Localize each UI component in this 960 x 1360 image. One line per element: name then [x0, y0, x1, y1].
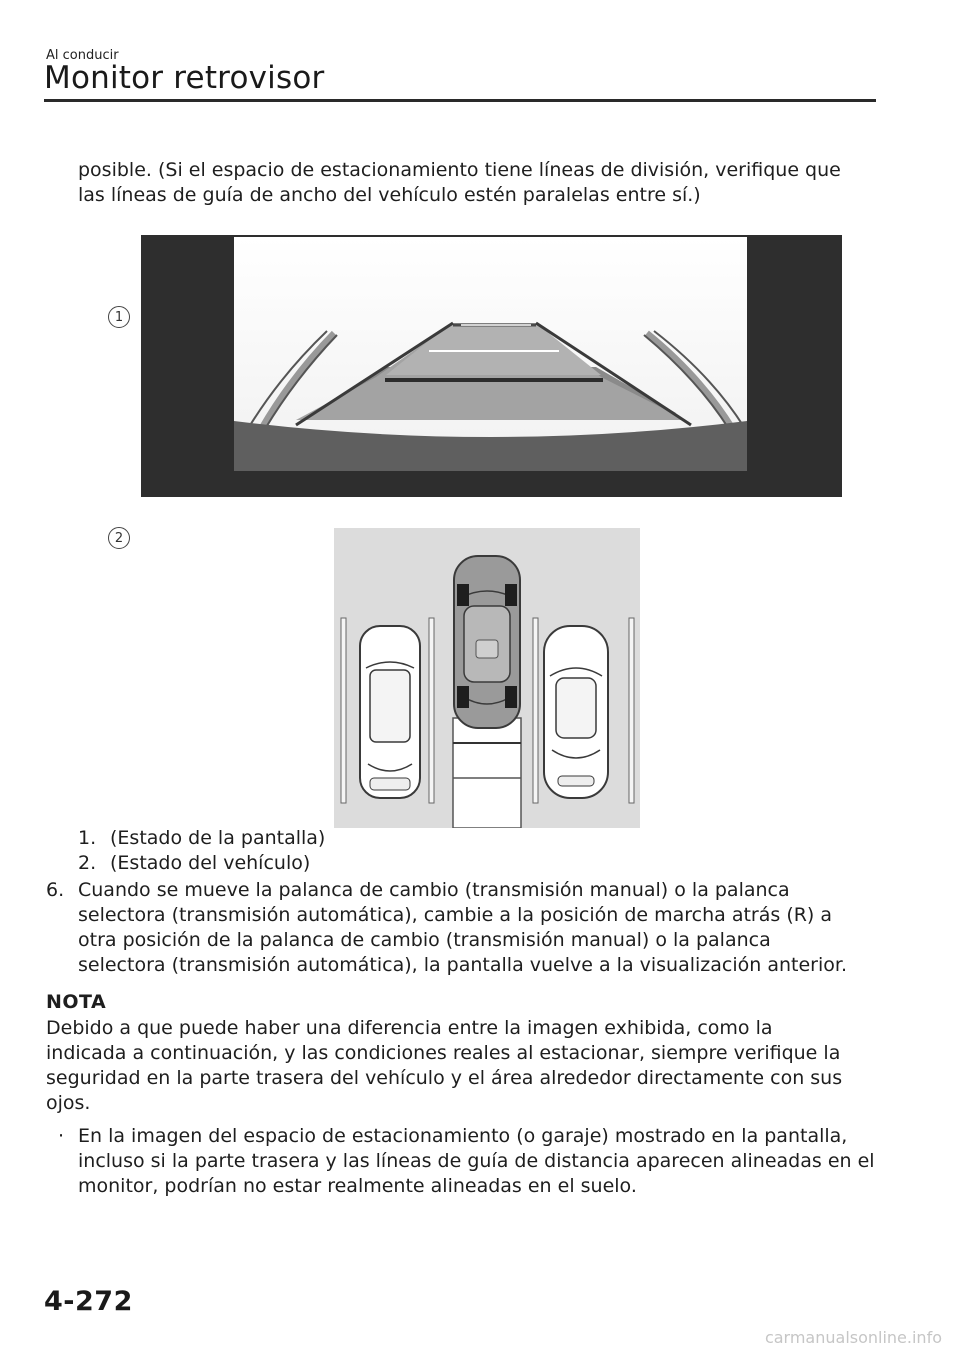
figure-marker-2: 2	[108, 527, 130, 549]
parked-car-left	[360, 626, 420, 798]
step-line: otra posición de la palanca de cambio (transmisión manual) o la palanca	[78, 929, 771, 951]
legend-item-2	[78, 851, 325, 876]
continuation-line-1: posible. (Si el espacio de estacionamiento tiene líneas de división, verifique que	[78, 159, 841, 181]
page-number: 4-272	[44, 1286, 133, 1317]
legend-text: (Estado de la pantalla)	[110, 827, 326, 849]
note-body	[46, 1016, 876, 1116]
note-bullet	[58, 1124, 878, 1199]
legend-num: 2.	[78, 852, 97, 874]
parking-line-4	[629, 618, 634, 803]
section-label: Al conducir	[46, 48, 119, 63]
step-line: Cuando se mueve la palanca de cambio (transmisión manual) o la palanca	[78, 879, 790, 901]
step-6	[46, 878, 876, 978]
parked-car-right	[544, 626, 608, 798]
parking-line-1	[341, 618, 346, 803]
legend-text: (Estado del vehículo)	[110, 852, 311, 874]
camera-screen-illustration	[141, 235, 842, 497]
wheel-rear-right	[505, 686, 517, 708]
wheel-rear-left	[457, 686, 469, 708]
page-title: Monitor retrovisor	[44, 60, 325, 96]
legend-num: 1.	[78, 827, 97, 849]
bullet-line: monitor, podrían no estar realmente alineadas en el suelo.	[78, 1175, 637, 1197]
vehicle-state-illustration	[334, 528, 640, 828]
note-heading: NOTA	[46, 991, 107, 1013]
continuation-paragraph	[78, 158, 878, 208]
bullet-dot: ·	[58, 1125, 65, 1147]
watermark: carmanualsonline.info	[764, 1328, 942, 1347]
figure-marker-1: 1	[108, 306, 130, 328]
bullet-line: incluso si la parte trasera y las líneas de guía de distancia aparecen alineadas en el	[78, 1150, 875, 1172]
wheel-front-left	[457, 584, 469, 606]
note-line: seguridad en la parte trasera del vehículo y el área alrededor directamente con sus	[46, 1067, 843, 1089]
step-number: 6.	[46, 879, 65, 901]
note-line: Debido a que puede haber una diferencia entre la imagen exhibida, como la	[46, 1017, 773, 1039]
continuation-line-2: las líneas de guía de ancho del vehículo estén paralelas entre sí.)	[78, 184, 701, 206]
step-line: selectora (transmisión automática), la pantalla vuelve a la visualización anterior.	[78, 954, 847, 976]
parking-line-2	[429, 618, 434, 803]
reversing-car	[454, 556, 520, 728]
note-line: indicada a continuación, y las condiciones reales al estacionar, siempre verifique la	[46, 1042, 841, 1064]
step-line: selectora (transmisión automática), cambie a la posición de marcha atrás (R) a	[78, 904, 833, 926]
title-rule	[44, 99, 876, 102]
parking-line-3	[533, 618, 538, 803]
figure-legend	[78, 826, 325, 876]
note-line: ojos.	[46, 1092, 91, 1114]
wheel-front-right	[505, 584, 517, 606]
legend-item-1	[78, 826, 325, 851]
bullet-line: En la imagen del espacio de estacionamiento (o garaje) mostrado en la pantalla,	[78, 1125, 848, 1147]
own-parking-space	[453, 718, 521, 828]
